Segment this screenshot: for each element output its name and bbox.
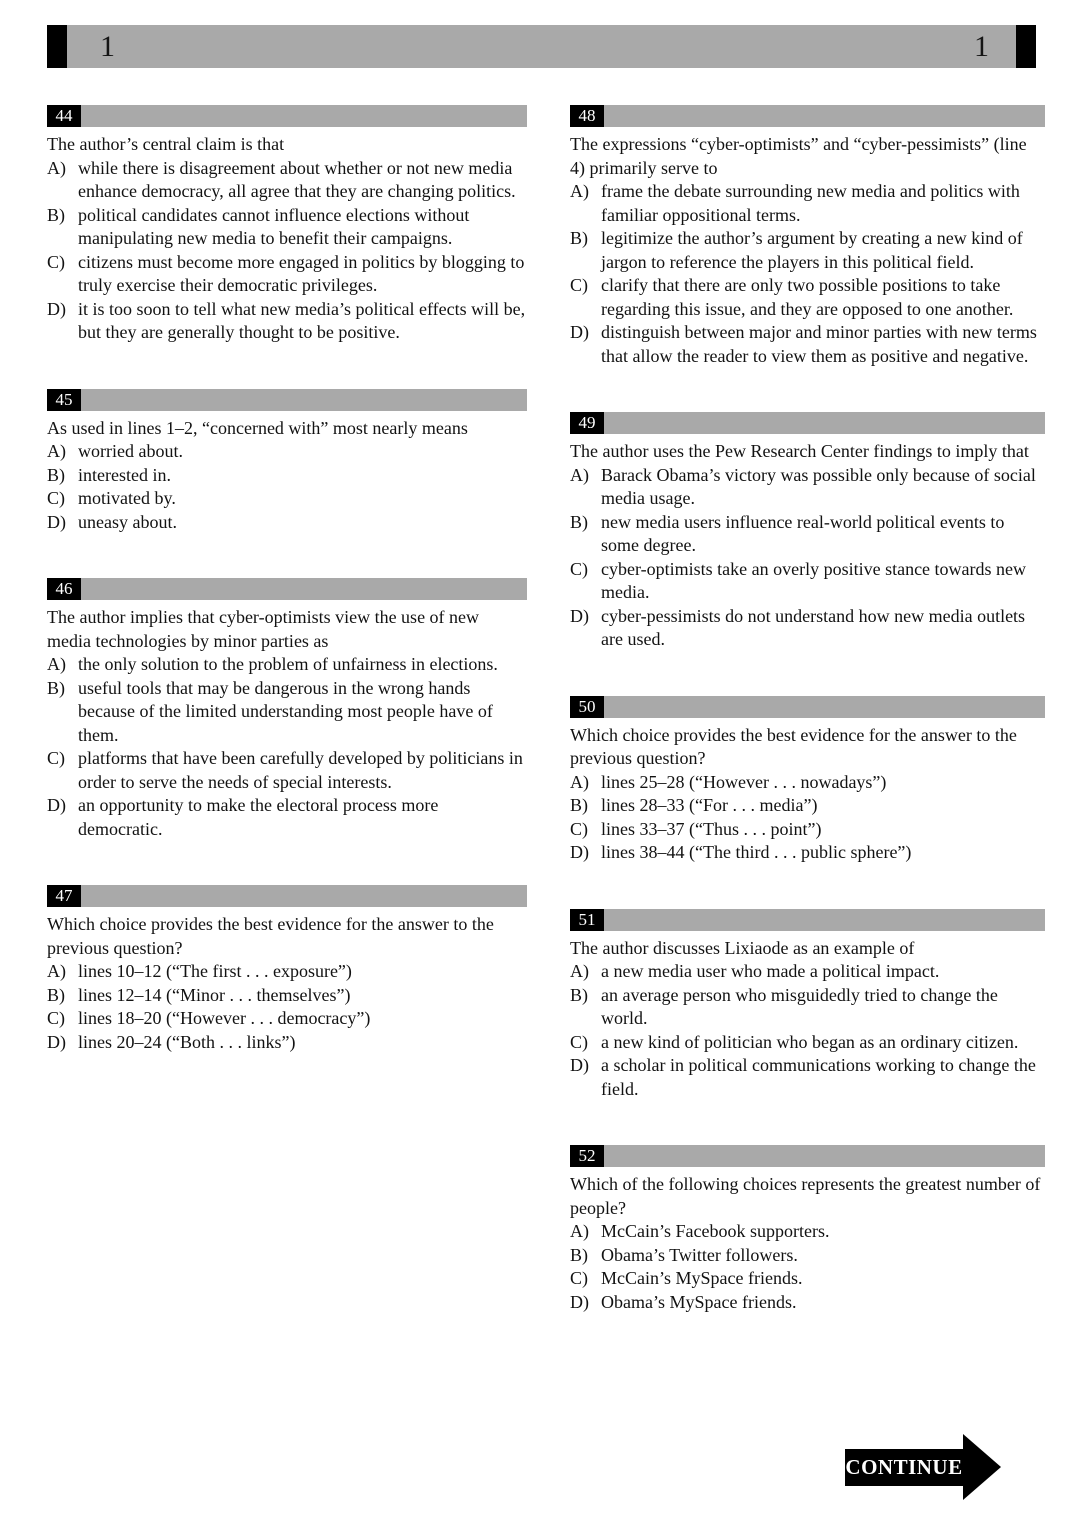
choice-letter: C): [570, 1268, 588, 1288]
question-stem: Which choice provides the best evidence for the answer to the previous question?: [570, 724, 1017, 768]
question-46: [47, 578, 527, 841]
choice-letter: A): [47, 961, 66, 981]
choice-47-A: [47, 960, 527, 984]
choice-letter: A): [570, 1221, 589, 1241]
choice-text: McCain’s MySpace friends.: [601, 1268, 803, 1288]
choice-text: legitimize the author’s argument by creating a new kind of jargon to reference the players in this political field.: [601, 228, 1023, 272]
choice-letter: C): [47, 748, 65, 768]
question-header-bar: [81, 578, 527, 600]
choice-50-A: [570, 771, 1045, 795]
choice-text: frame the debate surrounding new media and politics with familiar oppositional terms.: [601, 181, 1020, 225]
choice-letter: D): [47, 511, 66, 532]
question-header-bar: [81, 105, 527, 127]
choice-letter: D): [570, 1055, 589, 1075]
choice-letter: D): [570, 1291, 589, 1312]
question-44: [47, 105, 527, 345]
question-46-header: [47, 578, 527, 600]
choice-48-B: [570, 227, 1045, 274]
question-number-badge: 52: [570, 1145, 604, 1167]
choice-letter: A): [47, 441, 66, 461]
choice-text: Obama’s Twitter followers.: [601, 1244, 798, 1265]
choice-letter: B): [570, 795, 588, 815]
choice-letter: D): [570, 605, 589, 626]
choice-letter: C): [47, 488, 65, 508]
choice-50-D: [570, 841, 1045, 865]
choice-letter: A): [570, 771, 589, 792]
choice-46-A: [47, 653, 527, 677]
question-header-bar: [604, 1145, 1045, 1167]
choice-text: Barack Obama’s victory was possible only because of social media usage.: [601, 464, 1036, 508]
question-50: [570, 696, 1045, 865]
section-number-left: 1: [100, 29, 115, 63]
choice-49-D: [570, 605, 1045, 652]
choice-text: the only solution to the problem of unfairness in elections.: [78, 654, 498, 674]
continue-arrowhead-icon: [963, 1434, 1001, 1500]
choice-text: distinguish between major and minor parties with new terms that allow the reader to view them as positive and negative.: [601, 322, 1037, 366]
choice-letter: A): [47, 157, 66, 178]
choice-44-B: [47, 204, 527, 251]
question-header-bar: [604, 412, 1045, 434]
question-48: [570, 105, 1045, 368]
question-header-bar: [604, 696, 1045, 718]
question-stem: The author implies that cyber-optimists view the use of new media technologies by minor parties as: [47, 607, 480, 651]
question-45: [47, 389, 527, 535]
choice-45-A: [47, 440, 527, 464]
header-end-cap-left: [47, 25, 67, 68]
choice-text: worried about.: [78, 441, 183, 461]
choice-47-D: [47, 1031, 527, 1055]
choice-letter: D): [47, 298, 66, 319]
choice-45-D: [47, 511, 527, 535]
question-header-bar: [604, 909, 1045, 931]
question-number-badge: 51: [570, 909, 604, 931]
section-number-right: 1: [974, 29, 989, 63]
choice-text: lines 25–28 (“However . . . nowadays”): [601, 771, 887, 792]
choice-44-D: [47, 298, 527, 345]
question-stem: Which choice provides the best evidence for the answer to the previous question?: [47, 914, 494, 958]
question-stem: The expressions “cyber-optimists” and “cyber-pessimists” (line 4) primarily serve to: [570, 134, 1027, 178]
choice-letter: B): [47, 677, 65, 698]
choice-text: interested in.: [78, 464, 171, 485]
choice-letter: C): [570, 558, 588, 579]
question-number-badge: 44: [47, 105, 81, 127]
choice-46-D: [47, 794, 527, 841]
choice-text: new media users influence real-world political events to some degree.: [601, 511, 1005, 555]
choice-text: an opportunity to make the electoral process more democratic.: [78, 795, 439, 839]
choice-letter: B): [570, 1244, 588, 1265]
choice-text: useful tools that may be dangerous in the wrong hands because of the limited understanding most people have of them.: [78, 677, 493, 745]
choice-text: it is too soon to tell what new media’s political effects will be, but they are generally thought to be positive.: [78, 298, 526, 342]
question-47: [47, 885, 527, 1054]
question-number-badge: 46: [47, 578, 81, 600]
right-column: [570, 105, 1045, 1358]
header-end-cap-right: [1016, 25, 1036, 68]
header-gray-bar: [67, 25, 1016, 68]
choice-letter: C): [570, 818, 588, 839]
choice-text: lines 28–33 (“For . . . media”): [601, 795, 818, 815]
choice-text: platforms that have been carefully developed by politicians in order to serve the needs of special interests.: [78, 748, 523, 792]
choice-letter: A): [570, 464, 589, 485]
choice-44-A: [47, 157, 527, 204]
question-number-badge: 47: [47, 885, 81, 907]
question-47-header: [47, 885, 527, 907]
choice-letter: B): [47, 204, 65, 225]
question-header-bar: [81, 885, 527, 907]
choice-letter: B): [47, 464, 65, 485]
choice-44-C: [47, 251, 527, 298]
choice-letter: D): [47, 795, 66, 815]
choice-text: while there is disagreement about whether or not new media enhance democracy, all agree that they are changing politics.: [78, 157, 516, 201]
choice-51-B: [570, 984, 1045, 1031]
question-52: [570, 1145, 1045, 1314]
choice-letter: C): [47, 251, 65, 272]
choice-text: a scholar in political communications working to change the field.: [601, 1055, 1036, 1099]
question-49: [570, 412, 1045, 652]
choice-letter: B): [570, 984, 588, 1005]
choice-letter: D): [570, 322, 589, 342]
choice-text: lines 10–12 (“The first . . . exposure”): [78, 961, 352, 981]
choice-text: cyber-pessimists do not understand how new media outlets are used.: [601, 605, 1026, 649]
left-column: [47, 105, 527, 1358]
question-50-header: [570, 696, 1045, 718]
question-44-header: [47, 105, 527, 127]
choice-46-B: [47, 677, 527, 748]
choice-47-B: [47, 984, 527, 1008]
question-header-bar: [604, 105, 1045, 127]
choice-52-B: [570, 1244, 1045, 1268]
choice-letter: B): [570, 511, 588, 532]
choice-text: Obama’s MySpace friends.: [601, 1291, 797, 1312]
choice-text: a new media user who made a political impact.: [601, 961, 940, 981]
choice-50-C: [570, 818, 1045, 842]
choice-51-D: [570, 1054, 1045, 1101]
choice-text: lines 33–37 (“Thus . . . point”): [601, 818, 822, 839]
choice-letter: D): [570, 842, 589, 862]
question-number-badge: 45: [47, 389, 81, 411]
choice-letter: C): [570, 1031, 588, 1052]
question-49-header: [570, 412, 1045, 434]
choice-47-C: [47, 1007, 527, 1031]
choice-letter: A): [570, 181, 589, 201]
choice-48-D: [570, 321, 1045, 368]
choice-letter: D): [47, 1031, 66, 1052]
choice-51-C: [570, 1031, 1045, 1055]
choice-text: lines 20–24 (“Both . . . links”): [78, 1031, 296, 1052]
choice-text: lines 38–44 (“The third . . . public sphere”): [601, 842, 912, 862]
choice-letter: C): [47, 1008, 65, 1028]
choice-48-A: [570, 180, 1045, 227]
choice-46-C: [47, 747, 527, 794]
choice-letter: C): [570, 275, 588, 295]
question-48-header: [570, 105, 1045, 127]
choice-letter: A): [47, 654, 66, 674]
question-stem: The author uses the Pew Research Center findings to imply that: [570, 441, 1029, 461]
choice-text: citizens must become more engaged in politics by blogging to truly exercise their democratic privileges.: [78, 251, 525, 295]
choice-text: uneasy about.: [78, 511, 177, 532]
question-52-header: [570, 1145, 1045, 1167]
choice-text: political candidates cannot influence elections without manipulating new media to benefit their campaigns.: [78, 204, 470, 248]
question-stem: The author discusses Lixiaode as an example of: [570, 937, 915, 958]
continue-label-box: [845, 1449, 963, 1486]
choice-text: lines 12–14 (“Minor . . . themselves”): [78, 984, 351, 1005]
choice-51-A: [570, 960, 1045, 984]
choice-45-B: [47, 464, 527, 488]
question-columns: [47, 105, 1045, 1358]
choice-text: McCain’s Facebook supporters.: [601, 1221, 830, 1241]
question-number-badge: 48: [570, 105, 604, 127]
question-stem: As used in lines 1–2, “concerned with” most nearly means: [47, 417, 468, 438]
choice-45-C: [47, 487, 527, 511]
question-header-bar: [81, 389, 527, 411]
choice-text: cyber-optimists take an overly positive stance towards new media.: [601, 558, 1027, 602]
choice-52-A: [570, 1220, 1045, 1244]
question-51-header: [570, 909, 1045, 931]
choice-50-B: [570, 794, 1045, 818]
question-45-header: [47, 389, 527, 411]
choice-text: lines 18–20 (“However . . . democracy”): [78, 1008, 371, 1028]
choice-text: clarify that there are only two possible positions to take regarding this issue, and they are opposed to one another.: [601, 275, 1014, 319]
question-number-badge: 49: [570, 412, 604, 434]
question-51: [570, 909, 1045, 1102]
question-number-badge: 50: [570, 696, 604, 718]
choice-text: motivated by.: [78, 488, 176, 508]
choice-text: a new kind of politician who began as an ordinary citizen.: [601, 1031, 1019, 1052]
choice-letter: A): [570, 961, 589, 981]
continue-label: CONTINUE: [845, 1454, 963, 1479]
choice-49-C: [570, 558, 1045, 605]
choice-49-A: [570, 464, 1045, 511]
choice-letter: B): [570, 228, 588, 248]
choice-49-B: [570, 511, 1045, 558]
choice-52-C: [570, 1267, 1045, 1291]
question-stem: Which of the following choices represents the greatest number of people?: [570, 1174, 1041, 1218]
choice-48-C: [570, 274, 1045, 321]
choice-letter: B): [47, 984, 65, 1005]
continue-arrow: [845, 1434, 1001, 1500]
choice-52-D: [570, 1291, 1045, 1315]
question-stem: The author’s central claim is that: [47, 134, 285, 154]
section-header-bar: [47, 25, 1036, 68]
choice-text: an average person who misguidedly tried to change the world.: [601, 984, 998, 1028]
